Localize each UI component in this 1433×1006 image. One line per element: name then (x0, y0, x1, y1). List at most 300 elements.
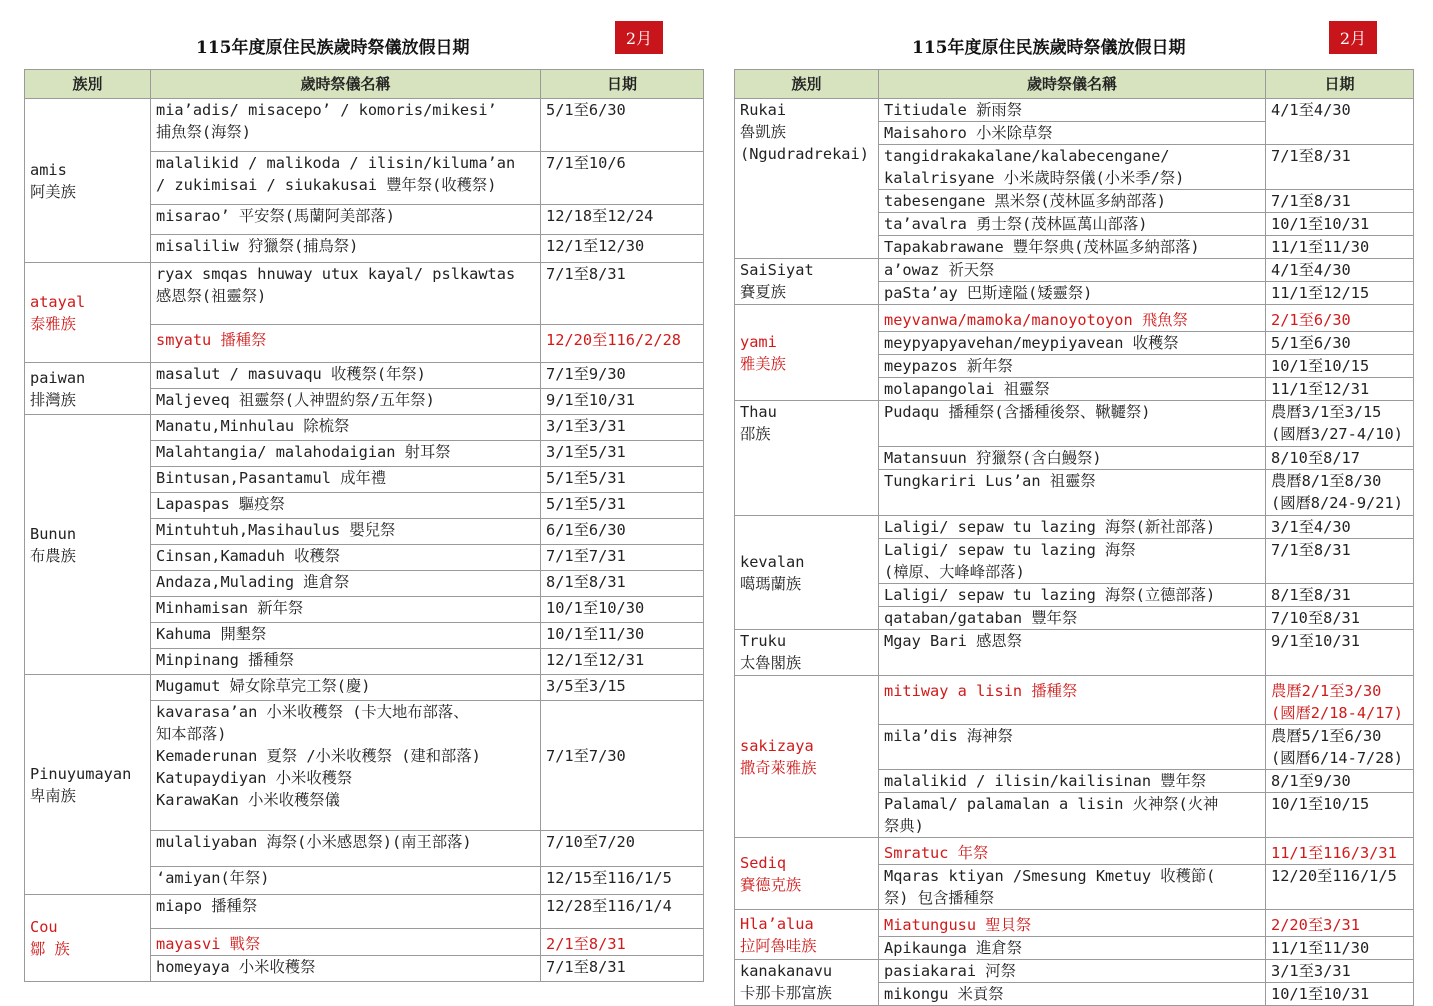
date-cell (541, 623, 704, 649)
tribe-cell (735, 305, 879, 401)
date-cell (1266, 838, 1414, 865)
ceremony-cell (879, 470, 1266, 516)
ceremony-cell (879, 960, 1266, 983)
ceremony-name: Miatungusu 聖貝祭 (884, 916, 1032, 934)
date-text: 農曆5/1至6/30 (1271, 727, 1382, 745)
date-text: 3/1至4/30 (1271, 518, 1351, 536)
date-cell (1266, 516, 1414, 539)
date-cell (541, 493, 704, 519)
date-text: 8/1至9/30 (1271, 772, 1351, 790)
date-cell (1266, 910, 1414, 937)
date-text: 8/10至8/17 (1271, 449, 1360, 467)
ceremony-name: mila’dis 海神祭 (884, 727, 1013, 745)
date-text: 11/1至12/31 (1271, 380, 1370, 398)
ceremony-name: Laligi/ sepaw tu lazing 海祭 (884, 541, 1136, 559)
ceremony-cell (151, 675, 541, 701)
ceremony-name: malalikid / ilisin/kailisinan 豐年祭 (884, 772, 1207, 790)
tribe-name: kevalan (740, 552, 805, 571)
date-cell (1266, 983, 1414, 1006)
page-title: 115年度原住民族歲時祭儀放假日期 (912, 38, 1186, 58)
ceremony-name: Bintusan,Pasantamul 成年禮 (156, 469, 387, 487)
ceremony-name: Lapaspas 驅疫祭 (156, 495, 285, 513)
ceremony-name: ryax smqas hnuway utux kayal/ pslkawtas (156, 265, 516, 283)
ceremony-cell (879, 355, 1266, 378)
table-row (735, 676, 1414, 725)
date-text: 6/1至6/30 (546, 521, 626, 539)
date-cell (1266, 213, 1414, 236)
date-text: 3/1至5/31 (546, 443, 626, 461)
ceremony-name: ‘amiyan(年祭) (156, 869, 270, 887)
ceremony-cell (879, 607, 1266, 630)
tribe-name: 布農族 (30, 546, 76, 565)
ceremony-cell (879, 332, 1266, 355)
date-text: 5/1至5/31 (546, 495, 626, 513)
tribe-name: 邵族 (740, 425, 771, 443)
ceremony-name: Laligi/ sepaw tu lazing 海祭(立德部落) (884, 586, 1216, 604)
table-row (735, 305, 1414, 332)
date-text: 農曆3/1至3/15 (1271, 403, 1382, 421)
date-cell (1266, 332, 1414, 355)
ceremony-name: Pudaqu 播種祭(含播種後祭、鞦韆祭) (884, 403, 1151, 421)
tribe-cell (735, 630, 879, 676)
tribe-name: yami (740, 332, 777, 351)
month-badge: 2月 (1329, 21, 1377, 54)
date-text: 4/1至4/30 (1271, 101, 1351, 119)
ceremony-cell (151, 467, 541, 493)
date-cell (541, 235, 704, 263)
ceremony-name: meypyapyavehan/meypiyavean 收穫祭 (884, 334, 1179, 352)
ceremony-name: ta’avalra 勇士祭(茂林區萬山部落) (884, 215, 1148, 233)
date-cell (1266, 99, 1414, 145)
date-cell (1266, 539, 1414, 584)
ceremony-name: KarawaKan 小米收穫祭儀 (156, 791, 340, 809)
header-date: 日期 (541, 70, 704, 99)
date-text: (國曆2/18-4/17) (1271, 704, 1403, 722)
date-cell (541, 956, 704, 982)
tribe-name: Sediq (740, 853, 787, 872)
date-text: 12/20至116/1/5 (1271, 867, 1397, 885)
tribe-name: 鄒 族 (30, 940, 70, 958)
date-text: 5/1至5/31 (546, 469, 626, 487)
date-text: 7/1至8/31 (546, 265, 626, 283)
ceremony-cell (879, 305, 1266, 332)
date-cell (1266, 378, 1414, 401)
ceremony-cell (879, 145, 1266, 190)
ceremony-cell (879, 937, 1266, 960)
date-cell (541, 649, 704, 675)
tribe-cell (25, 99, 151, 263)
tribe-name: 卑南族 (30, 786, 76, 805)
ceremony-cell (879, 865, 1266, 910)
header-tribe: 族別 (25, 70, 151, 99)
date-text: 12/28至116/1/4 (546, 897, 672, 915)
date-cell (541, 415, 704, 441)
tribe-name: Bunun (30, 524, 77, 543)
ceremony-name: molapangolai 祖靈祭 (884, 380, 1050, 398)
ceremony-cell (151, 415, 541, 441)
ceremony-cell (151, 701, 541, 831)
ceremony-name: kavarasa’an 小米收穫祭 (卡大地布部落、 (156, 703, 469, 721)
tribe-name: 卡那卡那富族 (740, 984, 832, 1002)
date-text: 3/1至3/31 (1271, 962, 1351, 980)
date-cell (541, 205, 704, 235)
date-text: 10/1至10/15 (1271, 795, 1370, 813)
ceremony-name: malalikid / malikoda / ilisin/kiluma’an (156, 154, 516, 172)
date-text: 7/1至7/31 (546, 547, 626, 565)
ceremony-name: Manatu,Minhulau 除梳祭 (156, 417, 350, 435)
tribe-cell (735, 259, 879, 305)
date-cell (1266, 865, 1414, 910)
tribe-name: amis (30, 160, 67, 179)
month-badge: 2月 (615, 21, 663, 54)
ceremony-cell (151, 956, 541, 982)
date-text: 8/1至8/31 (546, 573, 626, 591)
tribe-name: Hla’alua (740, 914, 814, 933)
table-row (735, 838, 1414, 865)
ceremony-cell (879, 447, 1266, 470)
table-row (735, 630, 1414, 676)
ceremony-name: 感恩祭(祖靈祭) (156, 287, 267, 305)
ceremony-cell (879, 539, 1266, 584)
table-row (25, 363, 704, 389)
ceremony-cell (151, 263, 541, 325)
date-cell (1266, 282, 1414, 305)
date-cell (1266, 725, 1414, 770)
ceremony-cell (151, 235, 541, 263)
ceremony-name: 知本部落) (156, 725, 227, 743)
date-text (546, 701, 698, 723)
schedule-table (734, 69, 1414, 1006)
date-text: 10/1至10/15 (1271, 357, 1370, 375)
tribe-name: Thau (740, 403, 777, 421)
ceremony-cell (151, 597, 541, 623)
ceremony-cell (151, 545, 541, 571)
ceremony-cell (151, 205, 541, 235)
date-cell (1266, 236, 1414, 259)
date-text: 11/1至11/30 (1271, 238, 1370, 256)
date-cell (541, 441, 704, 467)
date-cell (1266, 793, 1414, 838)
ceremony-name: misarao’ 平安祭(馬蘭阿美部落) (156, 207, 395, 225)
ceremony-name: Andaza,Mulading 進倉祭 (156, 573, 350, 591)
date-text: 9/1至10/31 (1271, 632, 1360, 650)
header-ceremony: 歲時祭儀名稱 (879, 70, 1266, 99)
ceremony-cell (151, 325, 541, 363)
tribe-name: Pinuyumayan (30, 764, 132, 783)
ceremony-name: pasiakarai 河祭 (884, 962, 1016, 980)
table-header-row (25, 70, 704, 99)
ceremony-name: Titiudale 新雨祭 (884, 101, 1022, 119)
ceremony-cell (151, 867, 541, 895)
date-text: 12/20至116/2/28 (546, 331, 682, 349)
date-text: (國曆3/27-4/10) (1271, 425, 1403, 443)
ceremony-name: Tapakabrawane 豐年祭典(茂林區多納部落) (884, 238, 1200, 256)
date-text: 12/18至12/24 (546, 207, 654, 225)
ceremony-name: meyvanwa/mamoka/manoyotoyon 飛魚祭 (884, 311, 1188, 329)
ceremony-name: Apikaunga 進倉祭 (884, 939, 1022, 957)
date-text: 5/1至6/30 (546, 101, 626, 119)
ceremony-cell (879, 236, 1266, 259)
tribe-name: atayal (30, 292, 86, 311)
date-cell (541, 701, 704, 831)
tribe-name: 太魯閣族 (740, 654, 802, 672)
ceremony-cell (879, 725, 1266, 770)
date-cell (1266, 607, 1414, 630)
ceremony-name: Matansuun 狩獵祭(含白鰻祭) (884, 449, 1102, 467)
date-cell (1266, 259, 1414, 282)
ceremony-name: mia’adis/ misacepo’ / komoris/mikesi’ (156, 101, 497, 119)
date-text: 3/5至3/15 (546, 677, 626, 695)
ceremony-name: a’owaz 祈天祭 (884, 261, 995, 279)
date-cell (1266, 584, 1414, 607)
date-text: 11/1至116/3/31 (1271, 844, 1397, 862)
table-row (25, 895, 704, 929)
date-text: 11/1至12/15 (1271, 284, 1370, 302)
table-row (25, 263, 704, 325)
tribe-name: 撒奇萊雅族 (740, 758, 817, 777)
table-row (25, 415, 704, 441)
ceremony-name: Mgay Bari 感恩祭 (884, 632, 1022, 650)
tribe-name: 魯凱族 (740, 123, 786, 141)
date-text: 10/1至10/31 (1271, 215, 1370, 233)
ceremony-name: homeyaya 小米收穫祭 (156, 958, 316, 976)
date-cell (1266, 470, 1414, 516)
ceremony-cell (151, 389, 541, 415)
ceremony-name: Laligi/ sepaw tu lazing 海祭(新社部落) (884, 518, 1216, 536)
ceremony-name: Malahtangia/ malahodaigian 射耳祭 (156, 443, 451, 461)
ceremony-name: Katupaydiyan 小米收穫祭 (156, 769, 353, 787)
ceremony-name: misaliliw 狩獵祭(捕鳥祭) (156, 237, 359, 255)
ceremony-name: Mintuhtuh,Masihaulus 嬰兒祭 (156, 521, 396, 539)
date-cell (541, 545, 704, 571)
table-row (25, 99, 704, 152)
schedule-table (24, 69, 704, 982)
ceremony-cell (151, 649, 541, 675)
ceremony-name: Minpinang 播種祭 (156, 651, 294, 669)
ceremony-cell (879, 122, 1266, 145)
ceremony-name: mikongu 米貢祭 (884, 985, 1004, 1003)
ceremony-name: / zukimisai / siukakusai 豐年祭(收穫祭) (156, 176, 497, 194)
date-cell (541, 831, 704, 867)
header-date: 日期 (1266, 70, 1414, 99)
date-text: (國曆6/14-7/28) (1271, 749, 1403, 767)
ceremony-name: 祭) 包含播種祭 (884, 889, 995, 907)
ceremony-cell (151, 831, 541, 867)
tribe-name: 排灣族 (30, 390, 76, 409)
ceremony-name: mayasvi 戰祭 (156, 935, 261, 953)
date-cell (1266, 447, 1414, 470)
date-text: 8/1至8/31 (1271, 586, 1351, 604)
date-cell (541, 597, 704, 623)
date-cell (541, 152, 704, 205)
ceremony-cell (879, 259, 1266, 282)
ceremony-name: smyatu 播種祭 (156, 331, 267, 349)
tribe-name: 拉阿魯哇族 (740, 936, 817, 955)
table-row (735, 401, 1414, 447)
tribe-name: 雅美族 (740, 354, 786, 373)
tribe-cell (735, 838, 879, 910)
date-cell (541, 263, 704, 325)
date-text: 農曆2/1至3/30 (1271, 682, 1382, 700)
tribe-cell (735, 676, 879, 838)
tribe-name: 泰雅族 (30, 314, 76, 333)
date-text: 7/1至8/31 (1271, 147, 1351, 165)
ceremony-cell (879, 401, 1266, 447)
ceremony-cell (151, 152, 541, 205)
date-text: 4/1至4/30 (1271, 261, 1351, 279)
tribe-cell (25, 263, 151, 363)
date-text: 7/1至8/31 (546, 958, 626, 976)
ceremony-name: Tungkariri Lus’an 祖靈祭 (884, 472, 1096, 490)
date-text: 9/1至10/31 (546, 391, 635, 409)
tribe-name: Rukai (740, 101, 787, 119)
table-row (735, 910, 1414, 937)
date-text: 12/1至12/30 (546, 237, 645, 255)
date-cell (541, 467, 704, 493)
ceremony-name: Smratuc 年祭 (884, 844, 989, 862)
ceremony-name: 祭典) (884, 817, 924, 835)
tribe-name: 噶瑪蘭族 (740, 574, 802, 593)
date-text: 3/1至3/31 (546, 417, 626, 435)
ceremony-name: Minhamisan 新年祭 (156, 599, 304, 617)
tribe-name: 阿美族 (30, 182, 76, 201)
ceremony-cell (151, 895, 541, 929)
date-text: 10/1至11/30 (546, 625, 645, 643)
ceremony-cell (879, 676, 1266, 725)
date-cell (541, 895, 704, 929)
date-cell (541, 929, 704, 956)
date-text: (國曆8/24-9/21) (1271, 494, 1403, 512)
date-text: 7/1至8/31 (1271, 192, 1351, 210)
ceremony-cell (879, 99, 1266, 122)
date-cell (1266, 937, 1414, 960)
tribe-name: Cou (30, 918, 58, 936)
table-row (735, 960, 1414, 983)
tribe-cell (25, 675, 151, 895)
date-text: 7/1至8/31 (1271, 541, 1351, 559)
page-title: 115年度原住民族歲時祭儀放假日期 (196, 38, 470, 58)
ceremony-name: Mqaras ktiyan /Smesung Kmetuy 收穫節( (884, 867, 1216, 885)
ceremony-cell (151, 493, 541, 519)
ceremony-name: 捕魚祭(海祭) (156, 123, 251, 141)
ceremony-name: meypazos 新年祭 (884, 357, 1013, 375)
date-cell (541, 325, 704, 363)
date-cell (1266, 401, 1414, 447)
ceremony-name: (樟原、大峰峰部落) (884, 563, 1025, 581)
ceremony-name: Cinsan,Kamaduh 收穫祭 (156, 547, 341, 565)
tribe-cell (25, 895, 151, 982)
ceremony-name: mulaliyaban 海祭(小米感恩祭)(南王部落) (156, 833, 472, 851)
header-tribe: 族別 (735, 70, 879, 99)
tribe-cell (735, 99, 879, 259)
date-text: 12/15至116/1/5 (546, 869, 672, 887)
date-cell (541, 519, 704, 545)
date-cell (1266, 676, 1414, 725)
ceremony-cell (879, 516, 1266, 539)
date-text: 7/10至7/20 (546, 833, 635, 851)
tribe-name: (Ngudradrekai) (740, 145, 869, 163)
date-text: 12/1至12/31 (546, 651, 645, 669)
ceremony-name: qataban/gataban 豐年祭 (884, 609, 1078, 627)
date-cell (1266, 190, 1414, 213)
table-row (25, 675, 704, 701)
ceremony-cell (879, 910, 1266, 937)
tribe-cell (25, 415, 151, 675)
date-cell (541, 99, 704, 152)
ceremony-cell (879, 584, 1266, 607)
date-cell (541, 675, 704, 701)
tribe-cell (735, 516, 879, 630)
date-cell (1266, 145, 1414, 190)
tribe-cell (735, 960, 879, 1006)
ceremony-name: Mugamut 婦女除草完工祭(慶) (156, 677, 371, 695)
table-row (735, 516, 1414, 539)
date-text: 10/1至10/30 (546, 599, 645, 617)
table-row (735, 99, 1414, 122)
date-text: 2/1至6/30 (1271, 311, 1351, 329)
ceremony-name: paSta’ay 巴斯達隘(矮靈祭) (884, 284, 1093, 302)
date-text: 5/1至6/30 (1271, 334, 1351, 352)
date-cell (1266, 355, 1414, 378)
table-header-row (735, 70, 1414, 99)
tribe-name: 賽德克族 (740, 875, 802, 894)
tribe-name: SaiSiyat (740, 261, 814, 279)
tribe-cell (25, 363, 151, 415)
date-cell (1266, 630, 1414, 676)
tribe-name: paiwan (30, 368, 86, 387)
ceremony-cell (151, 623, 541, 649)
date-text: 2/1至8/31 (546, 935, 626, 953)
ceremony-name: tangidrakakalane/kalabecengane/ (884, 147, 1170, 165)
date-text: 7/1至7/30 (546, 747, 626, 765)
date-text: 7/10至8/31 (1271, 609, 1360, 627)
ceremony-name: Maisahoro 小米除草祭 (884, 124, 1053, 142)
ceremony-cell (151, 929, 541, 956)
date-cell (1266, 305, 1414, 332)
date-cell (541, 363, 704, 389)
ceremony-name: masalut / masuvaqu 收穫祭(年祭) (156, 365, 426, 383)
tribe-name: Truku (740, 632, 787, 650)
date-text: 2/20至3/31 (1271, 916, 1360, 934)
tribe-cell (735, 401, 879, 516)
ceremony-cell (879, 213, 1266, 236)
ceremony-cell (879, 282, 1266, 305)
date-cell (1266, 960, 1414, 983)
ceremony-name: miapo 播種祭 (156, 897, 258, 915)
ceremony-cell (879, 630, 1266, 676)
header-ceremony: 歲時祭儀名稱 (151, 70, 541, 99)
ceremony-cell (879, 838, 1266, 865)
tribe-name: sakizaya (740, 736, 814, 755)
ceremony-cell (151, 99, 541, 152)
ceremony-name: mitiway a lisin 播種祭 (884, 682, 1078, 700)
ceremony-name: Maljeveq 祖靈祭(人神盟約祭/五年祭) (156, 391, 435, 409)
tribe-name: kanakanavu (740, 962, 833, 980)
date-cell (541, 571, 704, 597)
date-text: 11/1至11/30 (1271, 939, 1370, 957)
date-text: 10/1至10/31 (1271, 985, 1370, 1003)
ceremony-cell (151, 363, 541, 389)
date-cell (1266, 770, 1414, 793)
ceremony-name: Palamal/ palamalan a lisin 火神祭(火神 (884, 795, 1219, 813)
ceremony-cell (879, 190, 1266, 213)
ceremony-cell (879, 378, 1266, 401)
date-text: 7/1至9/30 (546, 365, 626, 383)
ceremony-name: kalalrisyane 小米歲時祭儀(小米季/祭) (884, 169, 1185, 187)
ceremony-cell (879, 770, 1266, 793)
ceremony-name: Kemaderunan 夏祭 /小米收穫祭 (建和部落) (156, 747, 481, 765)
ceremony-cell (879, 983, 1266, 1006)
